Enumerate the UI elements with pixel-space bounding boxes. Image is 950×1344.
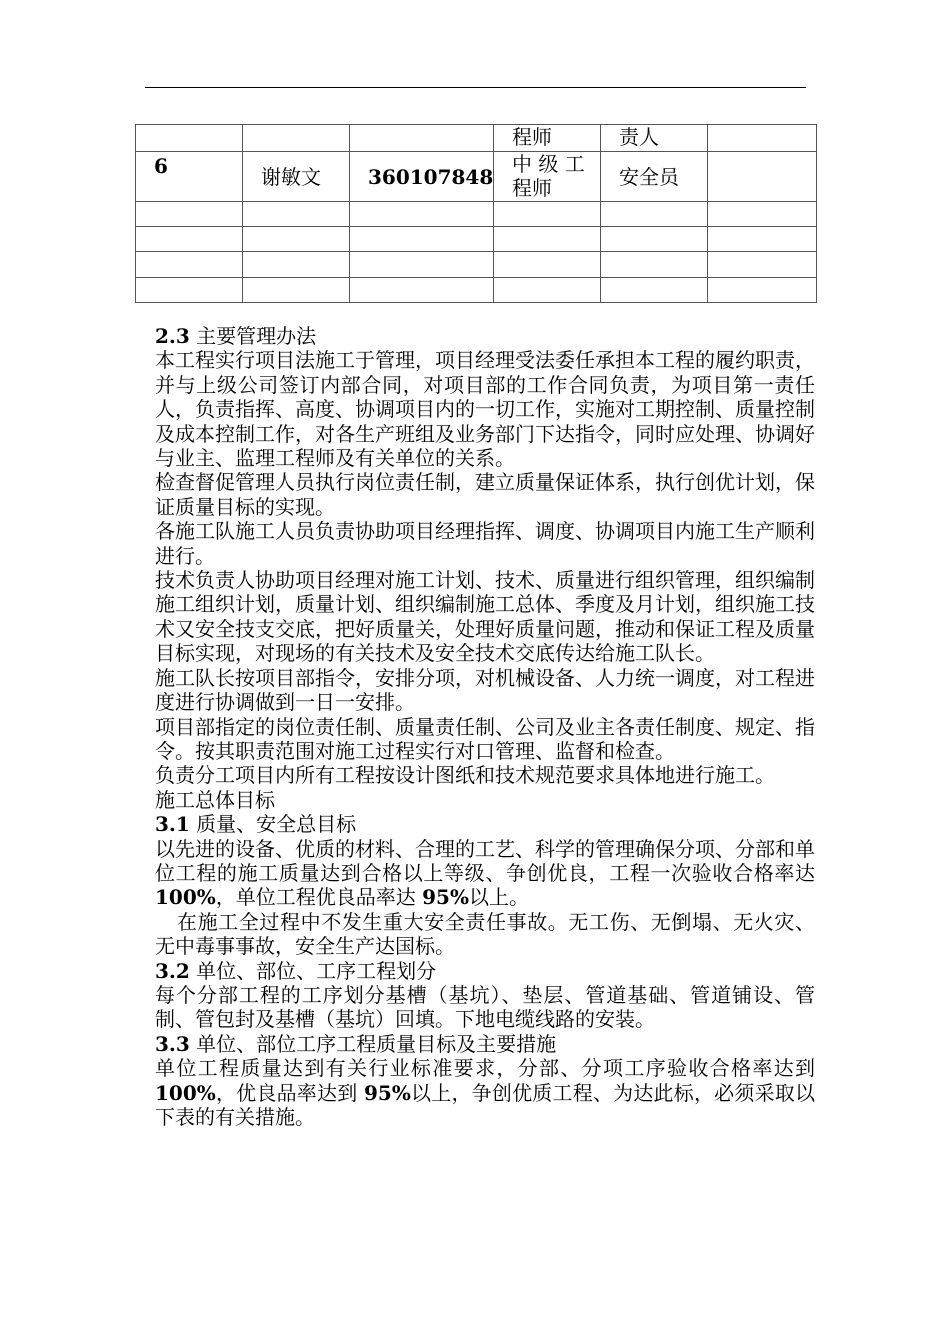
text-run: 以先进的设备、优质的材料、合理的工艺、科学的管理确保分项、分部和单位工程的施工质量达到合格以上等级、争创优良，工程一次验收合格率达	[155, 836, 815, 885]
table-row	[136, 227, 817, 252]
text-run: ，优良品率达到	[215, 1080, 364, 1105]
table-cell	[601, 202, 708, 227]
table-cell: 程师	[494, 125, 601, 152]
table-cell	[708, 278, 817, 303]
text-run: 100%	[155, 885, 216, 910]
document-body	[155, 324, 815, 1129]
staff-table	[135, 124, 817, 303]
table-cell-name: 谢敏文	[243, 152, 350, 202]
section-number: 3.2	[155, 958, 190, 983]
table-cell-id: 360107848	[350, 152, 494, 202]
table-cell	[350, 252, 494, 278]
table-row	[136, 202, 817, 227]
section-title: 质量、安全总目标	[189, 812, 357, 837]
table-cell	[350, 125, 494, 152]
paragraph: 负责分工项目内所有工程按设计图纸和技术规范要求具体地进行施工。	[155, 763, 775, 788]
table-cell	[136, 202, 243, 227]
paragraph: 项目部指定的岗位责任制、质量责任制、公司及业主各责任制度、规定、指令。按其职责范围对施工过程实行对口管理、监督和检查。	[155, 714, 815, 763]
table-cell	[708, 125, 817, 152]
table-row	[136, 152, 817, 202]
paragraph: 各施工队施工人员负责协助项目经理指挥、调度、协调项目内施工生产顺利进行。	[155, 519, 815, 568]
table-cell	[136, 278, 243, 303]
table-cell-index: 6	[136, 152, 243, 202]
table-cell	[136, 125, 243, 152]
paragraph	[155, 837, 815, 910]
section-title: 主要管理办法	[189, 324, 317, 348]
table-row	[136, 125, 817, 152]
section-number: 3.3	[155, 1031, 190, 1056]
goal-title: 施工总体目标	[155, 787, 275, 812]
text-run: 以上，争创优质工程、为达此标，必须采取以下表的有关措施。	[155, 1080, 816, 1129]
table-cell	[708, 252, 817, 278]
table-cell	[350, 278, 494, 303]
table-cell	[243, 227, 350, 252]
table-cell	[494, 252, 601, 278]
text-run: 95%	[364, 1080, 411, 1105]
table-row	[136, 252, 817, 278]
table-cell-role: 安全员	[601, 152, 708, 202]
paragraph: 施工队长按项目部指令，安排分项，对机械设备、人力统一调度，对工程进度进行协调做到一日一安排。	[155, 665, 815, 715]
table-cell	[708, 152, 817, 202]
table-cell	[136, 252, 243, 278]
table-cell	[708, 202, 817, 227]
table-cell	[243, 278, 350, 303]
table-cell	[350, 202, 494, 227]
text-run: 单位工程质量达到有关行业标准要求，分部、分项工序验收合格率达到	[155, 1056, 815, 1081]
section-title: 单位、部位工序工程质量目标及主要措施	[189, 1031, 557, 1056]
table-cell	[601, 252, 708, 278]
paragraph: 每个分部工程的工序划分基槽（基坑）、垫层、管道基础、管道铺设、管制、管包封及基槽（基坑）回填。下地电缆线路的安装。	[155, 982, 815, 1032]
table-cell	[601, 227, 708, 252]
section-heading-3-3	[155, 1032, 815, 1056]
table-cell	[350, 227, 494, 252]
table-cell	[243, 202, 350, 227]
section-heading-3-1	[155, 812, 815, 836]
table-cell	[494, 227, 601, 252]
table-cell-title: 中 级 工 程师	[494, 152, 601, 202]
paragraph	[155, 1056, 815, 1129]
text-run: 以上。	[468, 885, 529, 910]
header-rule	[145, 87, 806, 88]
section-title: 单位、部位、工序工程划分	[189, 958, 437, 983]
table-cell: 责人	[601, 125, 708, 152]
paragraph: 在施工全过程中不发生重大安全责任事故。无工伤、无倒塌、无火灾、无中毒事事故，安全生产达国标。	[155, 909, 815, 959]
section-heading-2-3	[155, 324, 815, 348]
table-cell	[136, 227, 243, 252]
paragraph: 检查督促管理人员执行岗位责任制，建立质量保证体系，执行创优计划，保证质量目标的实现。	[155, 470, 815, 519]
table-row	[136, 278, 817, 303]
table-cell	[243, 252, 350, 278]
table-cell	[494, 278, 601, 303]
text-run: 100%	[155, 1080, 216, 1105]
section-heading-3-2	[155, 959, 815, 983]
table-cell	[494, 202, 601, 227]
text-run: 95%	[422, 885, 469, 910]
section-number: 3.1	[155, 812, 190, 837]
table-cell	[708, 227, 817, 252]
paragraph: 本工程实行项目法施工于管理，项目经理受法委任承担本工程的履约职责，并与上级公司签订内部合同，对项目部的工作合同负责，为项目第一责任人，负责指挥、高度、协调项目内的一切工作，实施对工期控制、质量控制及成本控制工作，对各生产班组及业务部门下达指令，同时应处理、协调好与业主、监理工程师及有关单位的关系。	[155, 348, 815, 471]
paragraph: 技术负责人协助项目经理对施工计划、技术、质量进行组织管理，组织编制施工组织计划，质量计划、组织编制施工总体、季度及月计划，组织施工技术又安全技支交底，把好质量关，处理好质量问题，推动和保证工程及质量目标实现，对现场的有关技术及安全技术交底传达给施工队长。	[155, 568, 815, 666]
table-cell	[243, 125, 350, 152]
section-number: 2.3	[155, 324, 190, 348]
text-run: ，单位工程优良品率达	[215, 885, 423, 910]
table-cell	[601, 278, 708, 303]
